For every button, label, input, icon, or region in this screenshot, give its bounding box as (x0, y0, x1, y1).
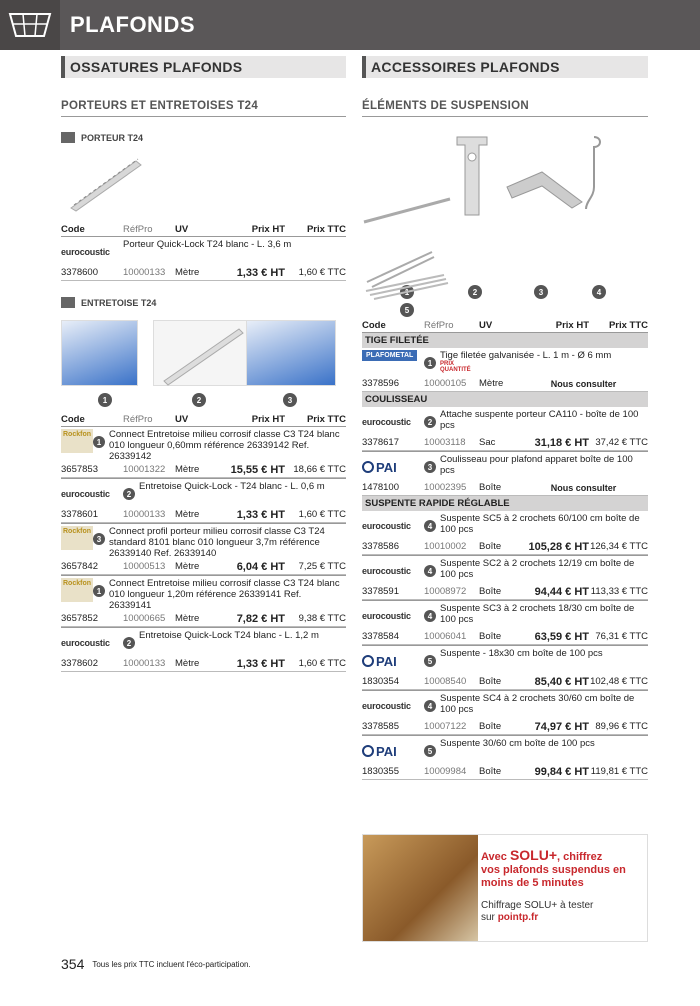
eurocoustic-logo: eurocoustic (61, 489, 110, 499)
product-desc: PAI 3 Coulisseau pour plafond apparet boîte de 100 pcs (362, 451, 648, 480)
promo-banner[interactable]: Avec SOLU+, chiffrez vos plafonds suspendus en moins de 5 minutes Chiffrage SOLU+ à tester sur pointp.fr (362, 834, 648, 942)
item-number: 4 (592, 285, 606, 299)
left-column (61, 56, 346, 672)
product-description: Suspente SC3 à 2 crochets 18/30 cm boîte de 100 pcs (440, 603, 635, 625)
product-desc (61, 478, 346, 507)
right-column (362, 56, 648, 780)
table-row: 3378584 10006041 Boîte 63,59 € HT 76,31 € TTC (362, 629, 648, 645)
table-header: Code RéfPro UV Prix HT Prix TTC (61, 224, 346, 235)
item-number: 3 (283, 393, 297, 407)
product-description: Entretoise Quick-Lock T24 blanc - L. 1,2 m (139, 630, 319, 641)
table-row: 3657853 10001322 Mètre 15,55 € HT 18,66 € TTC (61, 462, 346, 478)
eurocoustic-logo: eurocoustic (362, 566, 411, 576)
table-row: 3657852 10000665 Mètre 7,82 € HT 9,38 € TTC (61, 611, 346, 627)
product-desc (61, 575, 346, 611)
product-desc: eurocoustic 2 Attache suspente porteur CA110 - boîte de 100 pcs (362, 407, 648, 435)
item-number: 4 (424, 565, 436, 577)
subsection-title: PORTEURS ET ENTRETOISES T24 (61, 100, 346, 117)
product-images (61, 308, 346, 413)
table-row: 1830354 10008540 Boîte 85,40 € HT 102,48 € TTC (362, 674, 648, 690)
section-title: OSSATURES PLAFONDS (61, 56, 346, 78)
page-number: 354 (61, 956, 85, 972)
page-header (0, 0, 700, 50)
product-desc (362, 690, 648, 719)
product-description: Suspente SC5 à 2 crochets 60/100 cm boîte de 100 pcs (440, 513, 640, 535)
item-number: 2 (123, 488, 135, 500)
product-description: Suspente SC2 à 2 crochets 12/19 cm boîte de 100 pcs (440, 558, 635, 580)
product-desc (362, 555, 648, 584)
price-badge: PRIX QUANTITÉ (440, 361, 471, 373)
table-row: 3378591 10008972 Boîte 94,44 € HT 113,33 € TTC (362, 584, 648, 600)
product-desc: eurocoustic Porteur Quick-Lock T24 blanc - L. 3,6 m (61, 237, 346, 265)
table-row: 3378602 10000133 Mètre 1,33 € HT 1,60 € TTC (61, 656, 346, 672)
product-desc: PLAFOMETAL 1 Tige filetée galvanisée - L. 1 m - Ø 6 mm PRIX QUANTITÉ (362, 348, 648, 376)
ceiling-photo (363, 835, 478, 942)
eurocoustic-logo: eurocoustic (362, 521, 411, 531)
product-desc (362, 511, 648, 539)
eurocoustic-logo: eurocoustic (362, 611, 411, 621)
item-number: 3 (534, 285, 548, 299)
product-description: Suspente 30/60 cm boîte de 100 pcs (440, 738, 595, 749)
table-row: 3378600 10000133 Mètre 1,33 € HT 1,60 € TTC (61, 265, 346, 281)
product-image (61, 143, 346, 223)
table-row: 3657842 10000513 Mètre 6,04 € HT 7,25 € TTC (61, 559, 346, 575)
table-row: 3378586 10010002 Boîte 105,28 € HT 126,34 € TTC (362, 539, 648, 555)
product-desc (61, 523, 346, 559)
page-title: PLAFONDS (70, 12, 195, 37)
item-number: 1 (98, 393, 112, 407)
table-header: Code RéfPro UV Prix HT Prix TTC (61, 414, 346, 425)
item-number: 5 (424, 745, 436, 757)
item-number: 4 (424, 610, 436, 622)
group-title: ENTRETOISE T24 (61, 297, 346, 308)
product-description: Suspente - 18x30 cm boîte de 100 pcs (440, 648, 603, 659)
product-desc (362, 735, 648, 764)
product-description: Suspente SC4 à 2 crochets 30/60 cm boîte de 100 pcs (440, 693, 635, 715)
footer (61, 956, 251, 972)
product-desc (362, 600, 648, 629)
item-number: 3 (93, 533, 105, 545)
table-row: 1830355 10009984 Boîte 99,84 € HT 119,81 € TTC (362, 764, 648, 780)
product-desc (61, 427, 346, 462)
eurocoustic-logo: eurocoustic (362, 701, 411, 711)
item-number: 2 (123, 637, 135, 649)
table-row: 3378617 10003118 Sac 31,18 € HT 37,42 € TTC (362, 435, 648, 451)
rockfon-logo: Rockfon (61, 526, 93, 550)
product-description: Connect Entretoise milieu corrosif classe C3 T24 blanc 010 longueur 1,20m référence 26339141 Ref. 26339141 (109, 578, 340, 611)
table-row: 3378601 10000133 Mètre 1,33 € HT 1,60 € TTC (61, 507, 346, 523)
product-description: Entretoise Quick-Lock - T24 blanc - L. 0,6 m (139, 481, 325, 492)
product-description: Connect profil porteur milieu corrosif classe C3 T24 standard 8101 blanc 010 longueur 3,7m référence 26339140 Ref. 26339140 (109, 526, 325, 559)
section-title: ACCESSOIRES PLAFONDS (362, 56, 648, 78)
group-title: PORTEUR T24 (61, 132, 346, 143)
product-image (362, 279, 648, 319)
item-number: 5 (400, 303, 414, 317)
eurocoustic-logo: eurocoustic (61, 638, 110, 648)
plafometal-logo: PLAFOMETAL (362, 350, 417, 361)
eurocoustic-logo: eurocoustic (61, 247, 110, 257)
pai-logo: PAI (362, 738, 424, 764)
pai-logo: PAI (362, 454, 424, 480)
item-number: 4 (424, 520, 436, 532)
category-bar: COULISSEAU (362, 392, 648, 407)
product-desc (362, 645, 648, 674)
product-desc (61, 627, 346, 656)
rockfon-logo: Rockfon (61, 429, 93, 453)
pai-logo: PAI (362, 648, 424, 674)
item-number: 4 (424, 700, 436, 712)
item-number: 2 (468, 285, 482, 299)
table-row: 3378596 10000105 Mètre Nous consulter (362, 376, 648, 392)
footnote: Tous les prix TTC incluent l'éco-participation. (92, 959, 251, 969)
table-row: 1478100 10002395 Boîte Nous consulter (362, 480, 648, 496)
table-row: 3378585 10007122 Boîte 74,97 € HT 89,96 € TTC (362, 719, 648, 735)
item-number: 2 (192, 393, 206, 407)
promo-link[interactable]: pointp.fr (497, 912, 539, 923)
product-description: Connect Entretoise milieu corrosif classe C3 T24 blanc 010 longueur 0,60mm référence 26339142 Ref. 26339142 (109, 429, 340, 462)
eurocoustic-logo: eurocoustic (362, 417, 411, 427)
table-header: Code RéfPro UV Prix HT Prix TTC (362, 320, 648, 331)
item-number: 5 (424, 655, 436, 667)
item-number: 1 (93, 436, 105, 448)
category-bar: TIGE FILETÉE (362, 333, 648, 348)
subsection-title: ÉLÉMENTS DE SUSPENSION (362, 100, 648, 117)
item-number: 1 (93, 585, 105, 597)
rockfon-logo: Rockfon (61, 578, 93, 602)
category-bar: SUSPENTE RAPIDE RÉGLABLE (362, 496, 648, 511)
ceiling-icon (0, 0, 60, 50)
